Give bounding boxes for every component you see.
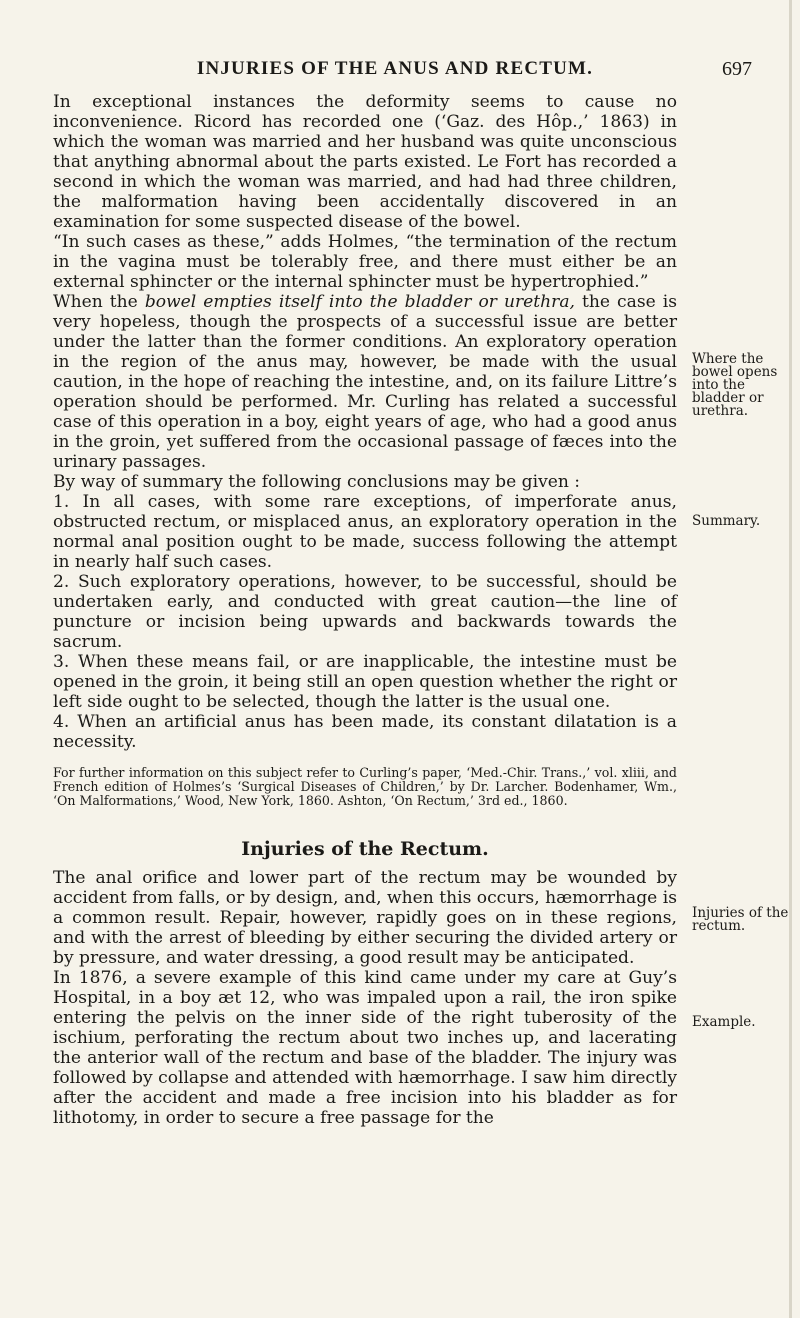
margin-note-example: Example.: [692, 1014, 756, 1030]
summary-point-1: 1. In all cases, with some rare exceptions, of imperforate anus, obstructed rectum, or misplaced anus, an exploratory operation in the normal anal position ought to be made, success following the attempt in nearly half such cases.: [53, 492, 677, 572]
paragraph-ricord: In exceptional instances the deformity seems to cause no inconvenience. Ricord has recorded one (‘Gaz. des Hôp.,’ 1863) in which the woman was married and her husband was quite unconscious that anything abnormal about the parts existed. Le Fort has recorded a second in which the woman was married, and had had three children, the malformation having been accidentally discovered in an examination for some suspected disease of the bowel.: [53, 92, 677, 232]
summary-point-4: 4. When an artificial anus has been made, its constant dilatation is a necessity.: [53, 712, 677, 752]
footnote: For further information on this subject refer to Curling’s paper, ‘Med.-Chir. Trans.,’ vol. xliii, and French edition of Holmes’s ‘Surgical Diseases of Children,’ by Dr. Larcher. Bodenhamer, Wm., ‘On Malformations,’ Wood, New York, 1860. Ashton, ‘On Rectum,’ 3rd ed., 1860.: [53, 765, 677, 808]
paragraph-holmes-quote: “In such cases as these,” adds Holmes, “the termination of the rectum in the vagina must be tolerably free, and there must either be an external sphincter or the internal sphincter must be hypertrophied.”: [53, 232, 677, 292]
text-span: the case is very hopeless, though the prospects of a successful issue are better under the latter than the former conditions. An exploratory operation in the region of the anus may, however, be made with the usual caution, in the hope of reaching the intestine, and, on its failure Littre’s operation should be performed. Mr. Curling has related a successful case of this operation in a boy, eight years of age, who had a good anus in the groin, yet suffered from the occasional passage of fæces into the urinary passages.: [53, 292, 678, 472]
page-number: 697: [722, 58, 752, 80]
summary-point-2: 2. Such exploratory operations, however, to be successful, should be undertaken early, and conducted with great caution—the line of puncture or incision being upwards and backwards towards the sacrum.: [53, 572, 677, 652]
italic-phrase: bowel empties itself into the bladder or urethra,: [144, 292, 575, 312]
page-edge-line: [789, 0, 792, 1318]
margin-note-where: Where the bowel opens into the bladder or urethra.: [692, 351, 778, 419]
margin-note-injuries: Injuries of the rectum.: [692, 905, 789, 934]
main-text: [53, 92, 677, 1128]
paragraph-example-1876: In 1876, a severe example of this kind came under my care at Guy’s Hospital, in a boy æt 12, who was impaled upon a rail, the iron spike entering the pelvis on the inner side of the right tuberosity of the ischium, perforating the rectum about two inches up, and lacerating the anterior wall of the rectum and base of the bladder. The injury was followed by collapse and attended with hæmorrhage. I saw him directly after the accident and made a free incision into his bladder as for lithotomy, in order to secure a free passage for the: [53, 968, 677, 1128]
paragraph-anal-wounds: The anal orifice and lower part of the rectum may be wounded by accident from falls, or by design, and, when this occurs, hæmorrhage is a common result. Repair, however, rapidly goes on in these regions, and with the arrest of bleeding by either securing the divided artery or by pressure, and water dressing, a good result may be anticipated.: [53, 868, 677, 968]
paragraph-bowel-bladder: [53, 292, 677, 472]
margin-note-summary: Summary.: [692, 513, 761, 529]
running-title: INJURIES OF THE ANUS AND RECTUM.: [196, 58, 594, 79]
page-header: [0, 58, 800, 84]
section-heading: Injuries of the Rectum.: [241, 838, 489, 860]
summary-point-3: 3. When these means fail, or are inapplicable, the intestine must be opened in the groin, it being still an open question whether the right or left side ought to be selected, though the latter is the usual one.: [53, 652, 677, 712]
paragraph-summary-intro: By way of summary the following conclusions may be given :: [53, 472, 581, 492]
text-span: When the: [53, 292, 145, 312]
